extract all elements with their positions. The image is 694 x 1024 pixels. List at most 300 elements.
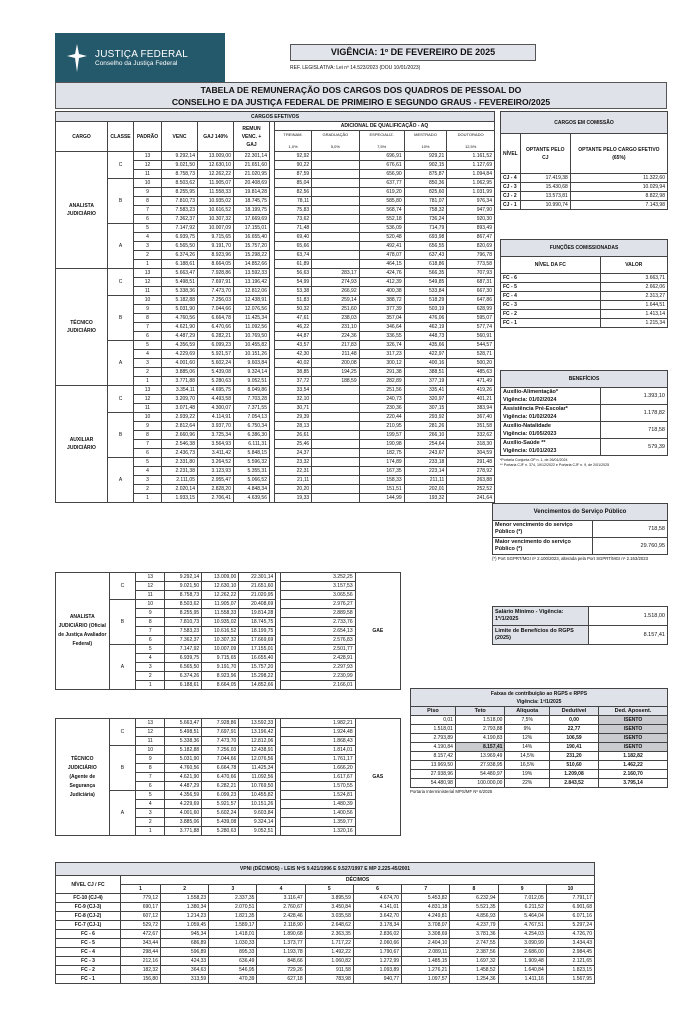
aq-cell: 902,15 bbox=[404, 161, 447, 170]
value-cell: 14.852,66 bbox=[239, 681, 276, 690]
value-cell: 529,72 bbox=[121, 921, 161, 930]
aq-cell bbox=[312, 170, 359, 179]
aq-col-pct: 12,5% bbox=[464, 144, 477, 149]
aq-cell bbox=[312, 242, 359, 251]
value-cell: 5.663,47 bbox=[165, 719, 202, 728]
value-cell: 10.935,02 bbox=[198, 197, 234, 206]
aq-cell: 1.094,84 bbox=[447, 170, 495, 179]
value-cell: 3.071,48 bbox=[162, 404, 198, 413]
value-cell: 13.009,00 bbox=[198, 152, 234, 161]
value-cell: 2.648,62 bbox=[305, 921, 353, 930]
value-cell: 2.836,02 bbox=[353, 930, 401, 939]
faixas-col-header: Alíquota bbox=[505, 707, 550, 716]
padrao-cell: 11 bbox=[134, 404, 162, 413]
value-cell: 4.767,51 bbox=[498, 921, 546, 930]
aq-cell: 687,31 bbox=[447, 278, 495, 287]
value-cell: 1.418,01 bbox=[209, 930, 257, 939]
table-row bbox=[56, 458, 495, 467]
value-cell: 12.812,06 bbox=[234, 287, 270, 296]
table-row bbox=[56, 719, 401, 728]
aq-cell: 188,59 bbox=[312, 377, 359, 386]
aq-cell: 492,41 bbox=[359, 242, 404, 251]
aq-cell: 346,64 bbox=[359, 323, 404, 332]
table-row bbox=[411, 734, 668, 743]
value-cell: 1.380,34 bbox=[161, 903, 209, 912]
value-cell: 3.771,88 bbox=[165, 827, 202, 836]
nivel-cell: FC - 4 bbox=[501, 292, 601, 301]
ded-aposent-cell: 1.182,82 bbox=[599, 752, 668, 761]
aq-cell: 231,10 bbox=[312, 323, 359, 332]
aq-cell: 251,56 bbox=[359, 386, 404, 395]
padrao-cell: 7 bbox=[134, 206, 162, 215]
logo-title: JUSTIÇA FEDERAL bbox=[95, 49, 189, 60]
aq-cell: 435,66 bbox=[404, 341, 447, 350]
table-row bbox=[56, 224, 495, 233]
aq-cell bbox=[312, 440, 359, 449]
aq-cell: 241,64 bbox=[447, 494, 495, 503]
cargo-name: TÉCNICO JUDICIÁRIO bbox=[56, 269, 108, 386]
gratificacao-cell: 2.654,13 bbox=[281, 627, 355, 636]
value-cell: 8.664,05 bbox=[202, 681, 239, 690]
salario-section bbox=[492, 606, 668, 645]
classe-cell: C bbox=[109, 719, 136, 746]
table-row bbox=[501, 439, 668, 456]
value-cell: 11.092,56 bbox=[234, 323, 270, 332]
value-cell: 2.660,96 bbox=[162, 431, 198, 440]
gratificacao-cell: 1.400,56 bbox=[281, 809, 355, 818]
value-cell: 779,12 bbox=[121, 894, 161, 903]
value-cell: 10.769,50 bbox=[234, 332, 270, 341]
padrao-cell: 4 bbox=[136, 654, 165, 663]
faixas-col-header: Teto bbox=[455, 707, 505, 716]
padrao-cell: 13 bbox=[134, 269, 162, 278]
value-cell: 9.324,14 bbox=[234, 368, 270, 377]
value-cell: 6.470,66 bbox=[202, 773, 239, 782]
value-cell: 5.297,24 bbox=[546, 921, 594, 930]
decimo-col-header: 6 bbox=[353, 885, 401, 894]
value-cell: 3.434,43 bbox=[546, 939, 594, 948]
value-cell: 7.703,28 bbox=[234, 395, 270, 404]
aq-cell: 43,57 bbox=[275, 341, 312, 350]
value-cell: 4.229,69 bbox=[165, 800, 202, 809]
value-cell: 12.262,22 bbox=[202, 591, 239, 600]
value-cell: 607,12 bbox=[121, 912, 161, 921]
aq-cell: 144,99 bbox=[359, 494, 404, 503]
table-row bbox=[501, 301, 668, 310]
teto-cell: 2.793,88 bbox=[455, 725, 505, 734]
padrao-cell: 7 bbox=[136, 773, 165, 782]
aq-cell: 667,30 bbox=[447, 287, 495, 296]
padrao-cell: 1 bbox=[134, 260, 162, 269]
value-cell: 636,49 bbox=[209, 957, 257, 966]
padrao-cell: 5 bbox=[136, 791, 165, 800]
value-cell: 3.725,34 bbox=[198, 431, 234, 440]
value-cell: 1.030,33 bbox=[209, 939, 257, 948]
value-cell: 4.487,29 bbox=[162, 332, 198, 341]
value-cell: 3.885,06 bbox=[165, 818, 202, 827]
value-cell: 9.292,14 bbox=[162, 152, 198, 161]
teto-cell: 13.969,49 bbox=[455, 752, 505, 761]
aq-cell bbox=[312, 449, 359, 458]
padrao-cell: 10 bbox=[136, 600, 165, 609]
vencimentos-note: (*) Port SGPRT/MGI nº 2.100/2023, alterada pela Port SGPRT/MGI nº 2.163/2023 bbox=[492, 556, 649, 561]
value-cell: 718,58 bbox=[593, 521, 668, 538]
aq-cell: 42,30 bbox=[275, 350, 312, 359]
vpni-table bbox=[55, 862, 595, 984]
padrao-cell: 12 bbox=[134, 395, 162, 404]
value-cell: 17.419,38 bbox=[520, 174, 570, 183]
classe-cell: A bbox=[108, 341, 134, 386]
value-cell: 12.438,91 bbox=[234, 296, 270, 305]
value-cell: 12.812,06 bbox=[239, 737, 276, 746]
aq-cell: 23,32 bbox=[275, 458, 312, 467]
aq-cell: 1.161,52 bbox=[447, 152, 495, 161]
decimo-col-header: 10 bbox=[546, 885, 594, 894]
aq-cell bbox=[312, 431, 359, 440]
aq-cell bbox=[312, 467, 359, 476]
aq-col-pct: 5,0% bbox=[330, 144, 340, 149]
value-cell: 940,77 bbox=[353, 975, 401, 984]
value-cell: 2.812,64 bbox=[162, 422, 198, 431]
value-cell: 7.143,98 bbox=[570, 201, 667, 210]
value-cell: 3.781,36 bbox=[450, 930, 498, 939]
aq-cell: 367,40 bbox=[447, 413, 495, 422]
logo bbox=[55, 33, 225, 83]
value-cell: 729,26 bbox=[257, 966, 305, 975]
decimo-col-header: 5 bbox=[305, 885, 353, 894]
aq-cell: 412,39 bbox=[359, 278, 404, 287]
aq-cell: 25,46 bbox=[275, 440, 312, 449]
value-cell: 546,95 bbox=[209, 966, 257, 975]
value-cell: 4.249,81 bbox=[402, 912, 450, 921]
aq-cell: 476,06 bbox=[404, 314, 447, 323]
table-row bbox=[501, 422, 668, 439]
gratificacao-cell: 1.868,43 bbox=[281, 737, 355, 746]
table-row bbox=[493, 626, 668, 645]
aq-cell: 549,85 bbox=[404, 278, 447, 287]
gratificacao-cell: 2.976,27 bbox=[281, 600, 355, 609]
table-row bbox=[56, 966, 595, 975]
value-cell: 1.697,32 bbox=[450, 957, 498, 966]
padrao-cell: 3 bbox=[134, 476, 162, 485]
value-cell: 7.362,37 bbox=[165, 636, 202, 645]
aq-col-name: MESTRADO bbox=[414, 132, 437, 137]
aq-cell: 266,10 bbox=[404, 431, 447, 440]
value-cell: 16.655,40 bbox=[234, 233, 270, 242]
value-cell: 7.697,91 bbox=[202, 728, 239, 737]
vpni-section bbox=[55, 862, 595, 984]
value-cell: 7.583,23 bbox=[162, 206, 198, 215]
value-cell: 6.211,52 bbox=[498, 903, 546, 912]
title-line-2: CONSELHO E DA JUSTIÇA FEDERAL DE PRIMEIRO E SEGUNDO GRAUS - FEVEREIRO/2025 bbox=[171, 97, 551, 107]
aq-cell bbox=[312, 494, 359, 503]
aq-cell bbox=[312, 404, 359, 413]
value-cell: 11.425,34 bbox=[234, 314, 270, 323]
piso-cell: 54.480,98 bbox=[411, 779, 456, 788]
funcoes-table bbox=[500, 239, 668, 328]
aq-cell: 478,07 bbox=[359, 251, 404, 260]
value-cell: 3.264,52 bbox=[198, 458, 234, 467]
table-row bbox=[56, 912, 595, 921]
faixas-col-header: Piso bbox=[411, 707, 456, 716]
table-row bbox=[501, 192, 668, 201]
comissao-col-efetivo: OPTANTE PELO CARGO EFETIVO (65%) bbox=[570, 134, 667, 174]
gratificacao-cell: 2.889,58 bbox=[281, 609, 355, 618]
value-cell: 895,33 bbox=[209, 948, 257, 957]
padrao-cell: 12 bbox=[134, 161, 162, 170]
value-cell: 7.256,03 bbox=[202, 746, 239, 755]
table-row bbox=[56, 921, 595, 930]
aq-cell: 291,38 bbox=[359, 368, 404, 377]
teto-cell: 1.518,00 bbox=[455, 716, 505, 725]
value-cell: 6.099,23 bbox=[202, 791, 239, 800]
value-cell: 1.909,48 bbox=[498, 957, 546, 966]
aq-cell: 464,15 bbox=[359, 260, 404, 269]
aq-cell: 471,49 bbox=[447, 377, 495, 386]
aq-cell: 44,87 bbox=[275, 332, 312, 341]
value-cell: 5.280,63 bbox=[202, 827, 239, 836]
value-cell: 2.546,38 bbox=[162, 440, 198, 449]
value-cell: 18.745,75 bbox=[239, 618, 276, 627]
classe-cell: A bbox=[109, 645, 136, 690]
aq-cell bbox=[312, 197, 359, 206]
value-cell: 1.558,23 bbox=[161, 894, 209, 903]
nivel-cell: FC-7 (CJ-1) bbox=[56, 921, 121, 930]
value-cell: 16.655,40 bbox=[239, 654, 276, 663]
value-cell: 2.984,45 bbox=[546, 948, 594, 957]
value-cell: 1.411,16 bbox=[498, 975, 546, 984]
efetivos-title: CARGOS EFETIVOS bbox=[56, 112, 495, 122]
aq-col-header bbox=[359, 131, 404, 152]
aq-cell: 210,95 bbox=[359, 422, 404, 431]
aq-cell: 619,20 bbox=[359, 188, 404, 197]
vpni-col-decimos: DÉCIMOS bbox=[121, 876, 595, 885]
value-cell: 11.425,34 bbox=[239, 764, 276, 773]
aq-cell: 647,86 bbox=[447, 296, 495, 305]
aq-cell: 87,59 bbox=[275, 170, 312, 179]
aq-cell: 193,32 bbox=[404, 494, 447, 503]
classe-cell: B bbox=[108, 413, 134, 458]
beneficio-label: Auxílio-Natalidade Vigência: 01/05/2023 bbox=[501, 422, 601, 439]
value-cell: 2.828,20 bbox=[198, 485, 234, 494]
aq-cell: 266,92 bbox=[312, 287, 359, 296]
value-cell: 1.178,82 bbox=[601, 405, 668, 422]
piso-cell: 2.793,89 bbox=[411, 734, 456, 743]
value-cell: 3.209,70 bbox=[162, 395, 198, 404]
value-cell: 1.518,00 bbox=[589, 607, 668, 626]
aq-cell: 357,04 bbox=[359, 314, 404, 323]
aq-cell bbox=[312, 188, 359, 197]
nivel-cell: FC-9 (CJ-3) bbox=[56, 903, 121, 912]
gratificacao-cell: 1.359,77 bbox=[281, 818, 355, 827]
value-cell: 8.758,73 bbox=[162, 170, 198, 179]
aq-cell: 20,20 bbox=[275, 485, 312, 494]
value-cell: 3.642,70 bbox=[353, 912, 401, 921]
value-cell: 4.856,93 bbox=[450, 912, 498, 921]
aq-cell: 220,44 bbox=[359, 413, 404, 422]
padrao-cell: 7 bbox=[136, 627, 165, 636]
nivel-cell: CJ - 2 bbox=[501, 192, 521, 201]
value-cell: 2.387,56 bbox=[450, 948, 498, 957]
value-cell: 4.760,56 bbox=[165, 764, 202, 773]
faixas-note: Portaria Interministerial MPS/MF Nº 6/2025 bbox=[410, 789, 493, 794]
dedutivel-cell: 231,20 bbox=[549, 752, 598, 761]
value-cell: 15.430,68 bbox=[520, 183, 570, 192]
padrao-cell: 7 bbox=[134, 323, 162, 332]
padrao-cell: 5 bbox=[134, 458, 162, 467]
beneficios-title: BENEFÍCIOS bbox=[501, 371, 668, 388]
table-row bbox=[56, 948, 595, 957]
nivel-cell: CJ - 3 bbox=[501, 183, 521, 192]
aq-cell bbox=[312, 458, 359, 467]
value-cell: 2.428,46 bbox=[257, 912, 305, 921]
value-cell: 5.031,90 bbox=[165, 755, 202, 764]
aq-col-header bbox=[447, 131, 495, 152]
aq-cell: 781,07 bbox=[404, 197, 447, 206]
gratificacao-label: GAS bbox=[355, 719, 400, 836]
aq-cell: 400,38 bbox=[359, 287, 404, 296]
value-cell: 5.439,08 bbox=[198, 368, 234, 377]
value-cell: 1.567,95 bbox=[546, 975, 594, 984]
value-cell: 1.890,68 bbox=[257, 930, 305, 939]
value-cell: 10.007,09 bbox=[202, 645, 239, 654]
aq-cell bbox=[312, 224, 359, 233]
cargos-efetivos-section bbox=[55, 111, 495, 503]
aq-cell bbox=[312, 476, 359, 485]
value-cell: 9.021,50 bbox=[162, 161, 198, 170]
value-cell: 5.182,88 bbox=[165, 746, 202, 755]
table-row bbox=[493, 607, 668, 626]
aq-cell bbox=[312, 260, 359, 269]
aq-cell bbox=[312, 422, 359, 431]
value-cell: 2.939,22 bbox=[162, 413, 198, 422]
padrao-cell: 3 bbox=[134, 242, 162, 251]
col-classe: CLASSE bbox=[108, 122, 134, 152]
aq-cell: 351,58 bbox=[447, 422, 495, 431]
aq-col-name: GRADUAÇÃO bbox=[322, 132, 349, 137]
value-cell: 10.007,09 bbox=[198, 224, 234, 233]
piso-cell: 0,01 bbox=[411, 716, 456, 725]
aq-cell: 536,09 bbox=[359, 224, 404, 233]
value-cell: 1.193,78 bbox=[257, 948, 305, 957]
cargo-name: AUXILIAR JUDICIÁRIO bbox=[56, 386, 108, 503]
padrao-cell: 4 bbox=[134, 350, 162, 359]
aliquota-cell: 7,5% bbox=[505, 716, 550, 725]
padrao-cell: 10 bbox=[134, 296, 162, 305]
aq-cell: 71,48 bbox=[275, 224, 312, 233]
aq-cell: 151,51 bbox=[359, 485, 404, 494]
aq-cell: 401,21 bbox=[447, 395, 495, 404]
aq-cell: 377,19 bbox=[404, 377, 447, 386]
gratificacao-cell: 2.576,83 bbox=[281, 636, 355, 645]
gratificacao-cell: 2.166,01 bbox=[281, 681, 355, 690]
aq-cell: 326,74 bbox=[359, 341, 404, 350]
ded-aposent-cell: ISENTO bbox=[599, 734, 668, 743]
padrao-cell: 5 bbox=[136, 645, 165, 654]
aq-cell: 500,20 bbox=[447, 359, 495, 368]
value-cell: 2.436,73 bbox=[162, 449, 198, 458]
value-cell: 3.178,34 bbox=[353, 921, 401, 930]
value-cell: 7.810,73 bbox=[165, 618, 202, 627]
value-cell: 8.255,95 bbox=[162, 188, 198, 197]
padrao-cell: 6 bbox=[136, 782, 165, 791]
value-cell: 1.413,14 bbox=[600, 310, 667, 319]
gratificacao-cell: 3.252,25 bbox=[281, 573, 355, 582]
cargos-comissao-table bbox=[500, 111, 668, 210]
ded-aposent-cell: ISENTO bbox=[599, 743, 668, 752]
aq-cell: 335,41 bbox=[404, 386, 447, 395]
aliquota-cell: 22% bbox=[505, 779, 550, 788]
ded-aposent-cell: ISENTO bbox=[599, 725, 668, 734]
value-cell: 4.621,90 bbox=[165, 773, 202, 782]
value-cell: 3.564,93 bbox=[198, 440, 234, 449]
value-cell: 10.616,52 bbox=[198, 206, 234, 215]
table-row bbox=[501, 283, 668, 292]
aq-cell: 73,62 bbox=[275, 215, 312, 224]
table-row bbox=[493, 521, 668, 538]
aq-cell: 19,33 bbox=[275, 494, 312, 503]
aq-cell: 63,74 bbox=[275, 251, 312, 260]
value-cell: 1.821,35 bbox=[209, 912, 257, 921]
value-cell: 1.060,82 bbox=[305, 957, 353, 966]
value-cell: 8.758,73 bbox=[165, 591, 202, 600]
aq-cell: 1.031,99 bbox=[447, 188, 495, 197]
value-cell: 3.708,07 bbox=[402, 921, 450, 930]
value-cell: 5.031,90 bbox=[162, 305, 198, 314]
table-row bbox=[411, 716, 668, 725]
aq-cell: 676,61 bbox=[359, 161, 404, 170]
aq-cell: 224,36 bbox=[312, 332, 359, 341]
padrao-cell: 9 bbox=[136, 609, 165, 618]
table-row bbox=[411, 743, 668, 752]
vpni-col-nivel: NÍVEL CJ / FC bbox=[56, 876, 121, 894]
value-cell: 472,67 bbox=[121, 930, 161, 939]
aq-cell: 773,58 bbox=[447, 260, 495, 269]
aq-cell: 320,97 bbox=[404, 395, 447, 404]
value-cell: 18.199,75 bbox=[239, 627, 276, 636]
col-gaj: GAJ 140% bbox=[198, 122, 234, 152]
table-row bbox=[56, 939, 595, 948]
aq-cell: 820,69 bbox=[447, 242, 495, 251]
dedutivel-cell: 2.843,52 bbox=[549, 779, 598, 788]
title-line-1: TABELA DE REMUNERAÇÃO DOS CARGOS DOS QUADROS DE PESSOAL DO bbox=[200, 85, 522, 95]
value-cell: 1.276,21 bbox=[402, 966, 450, 975]
padrao-cell: 3 bbox=[136, 663, 165, 672]
teto-cell: 100.000,00 bbox=[455, 779, 505, 788]
aliquota-cell: 14,5% bbox=[505, 752, 550, 761]
aq-cell: 383,94 bbox=[447, 404, 495, 413]
value-cell: 5.498,51 bbox=[162, 278, 198, 287]
value-cell: 17.155,01 bbox=[234, 224, 270, 233]
table-row bbox=[56, 179, 495, 188]
value-cell: 4.695,75 bbox=[198, 386, 234, 395]
cargos-comissao-section bbox=[500, 111, 668, 210]
aq-cell: 190,98 bbox=[359, 440, 404, 449]
value-cell: 1.933,15 bbox=[162, 494, 198, 503]
aq-cell: 424,76 bbox=[359, 269, 404, 278]
aq-cell: 388,72 bbox=[359, 296, 404, 305]
value-cell: 3.895,59 bbox=[305, 894, 353, 903]
aq-cell: 307,15 bbox=[404, 404, 447, 413]
gratificacao-label: GAE bbox=[355, 573, 400, 690]
table-row bbox=[501, 274, 668, 283]
value-cell: 9.603,84 bbox=[234, 359, 270, 368]
aq-cell: 24,37 bbox=[275, 449, 312, 458]
value-cell: 18.745,75 bbox=[234, 197, 270, 206]
value-cell: 8.157,41 bbox=[589, 626, 668, 645]
aq-cell: 291,48 bbox=[447, 458, 495, 467]
value-cell: 10.990,74 bbox=[520, 201, 570, 210]
